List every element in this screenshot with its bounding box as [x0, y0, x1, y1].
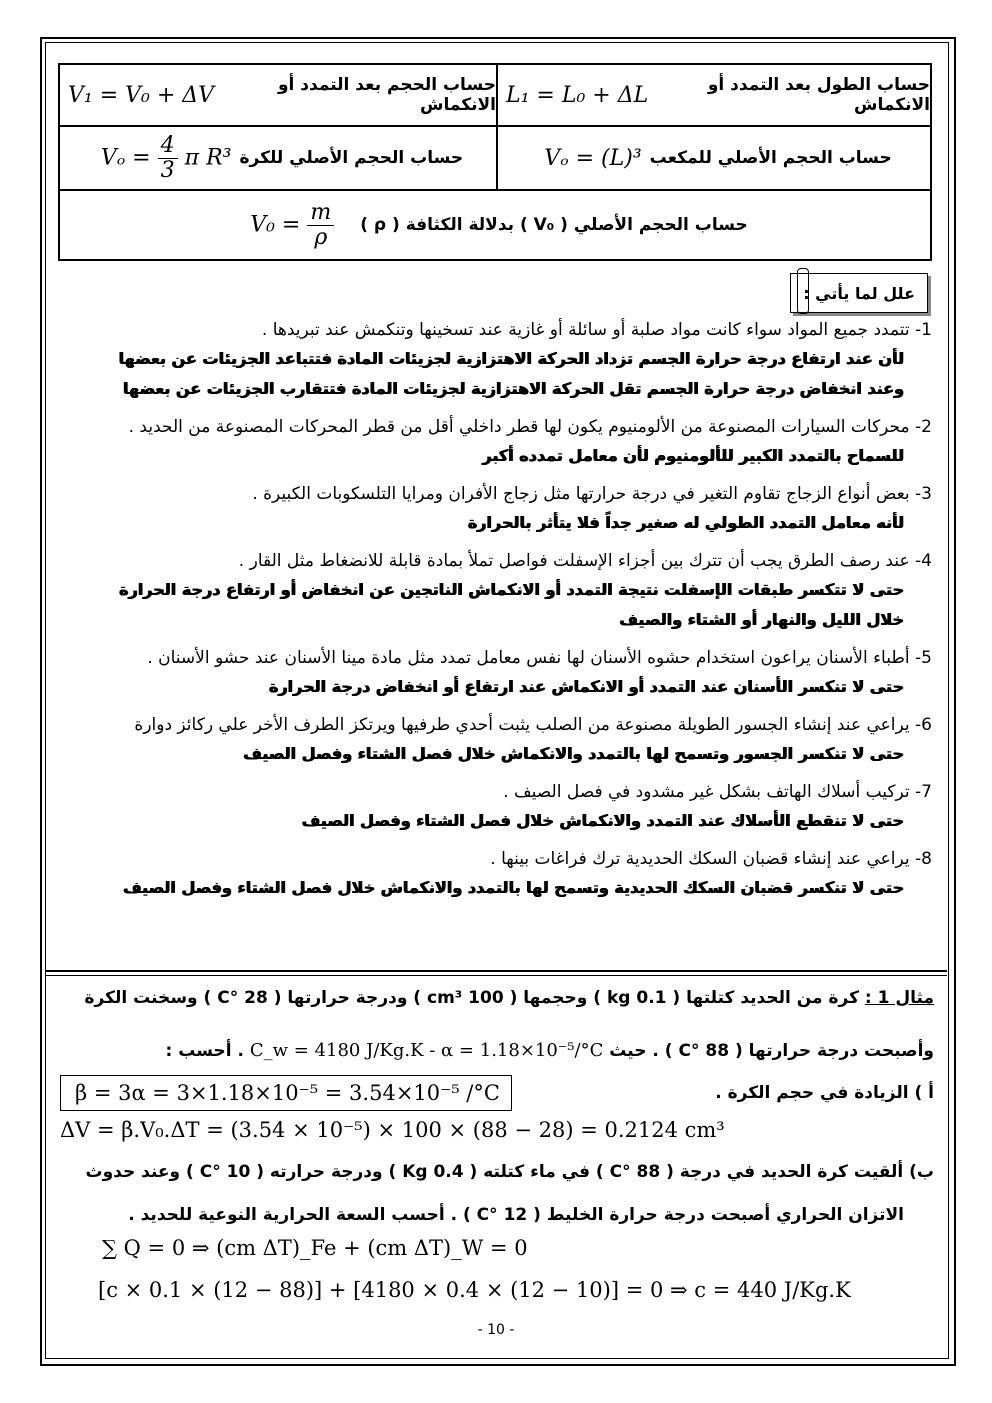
length-equation: L₁ = L₀ + ΔL [506, 82, 649, 108]
scroll-decoration-icon [797, 268, 809, 314]
list-item [46, 845, 932, 903]
volume-equation: V₁ = V₀ + ΔV [68, 82, 215, 108]
list-item [46, 316, 932, 404]
question-text: 5- أطباء الأسنان يراعون استخدام حشوه الأسنان لها نفس معامل تمدد مثل مادة مينا الأسنان عند حشو الأسنان . [147, 648, 932, 668]
cube-formula-cell [498, 127, 930, 189]
section-divider [45, 975, 947, 976]
example-instruction: . أحسب : [165, 1041, 244, 1061]
example-line-1 [58, 988, 934, 1008]
question-text: 3- بعض أنواع الزجاج تقاوم التغير في درجة حرارتها مثل زجاج الأفران ومرايا التلسكوبات الكبيرة . [252, 484, 932, 504]
cube-equation: Vₒ = (L)³ [544, 145, 642, 171]
sphere-formula-cell [60, 127, 496, 189]
volume-label: حساب الحجم بعد التمدد أو الانكماش [277, 75, 496, 115]
beta-equation: β = 3α = 3×1.18×10⁻⁵ = 3.54×10⁻⁵ /°C [75, 1081, 500, 1105]
answer-text: وعند انخفاض درجة حرارة الجسم تقل الحركة الاهتزازية لجزيئات المادة فتتقارب الجزيئات عن بعضها [122, 379, 904, 398]
answer-text: حتى لا تتكسر طبقات الإسفلت نتيجة التمدد أو الانكماش الناتجين عن انخفاض أو ارتفاع درجة الحرارة [119, 580, 904, 599]
list-item [46, 547, 932, 635]
explain-heading: علل لما يأتي : [803, 283, 915, 303]
length-label: حساب الطول بعد التمدد أو الانكماش [707, 75, 930, 115]
heat-balance-equation: ∑ Q = 0 ⇒ (cm ΔT)_Fe + (cm ΔT)_W = 0 [102, 1236, 528, 1260]
question-text: 2- محركات السيارات المصنوعة من الألومنيوم يكون لها قطر داخلي أقل من قطر المحركات المصنوعة من الحديد . [128, 417, 932, 437]
list-item [46, 711, 932, 769]
length-formula-cell [498, 65, 930, 125]
list-item [46, 413, 932, 471]
example-statement: كرة من الحديد كتلتها ( 0.1 kg ) وحجمها ( 100 cm³ ) ودرجة حرارتها ( 28 °C ) وسخنت الكرة [84, 988, 859, 1008]
part-b-line-2: الاتزان الحراري أصبحت درجة حرارة الخليط ( 12 °C ) . أحسب السعة الحرارية النوعية للحديد . [128, 1205, 904, 1225]
question-text: 6- يراعي عند إنشاء الجسور الطويلة مصنوعة من الصلب يثبت أحدي طرفيها ويرتكز الطرف الأخر علي ركائز دوارة [134, 715, 932, 735]
part-b-line-1: ب) ألقيت كرة الحديد في درجة ( 88 °C ) في ماء كتلته ( 0.4 Kg ) ودرجة حرارته ( 10 °C ) وعند حدوث [85, 1162, 934, 1182]
volume-formula-cell [60, 65, 496, 125]
answer-text: حتى لا تنكسر الجسور وتسمح لها بالتمدد والانكماش خلال فصل الشتاء وفصل الصيف [243, 744, 904, 763]
answer-text: للسماح بالتمدد الكبير للألومنيوم لأن معامل تمدده أكبر [482, 446, 904, 465]
page-number: - 10 - [477, 1322, 515, 1338]
list-item [46, 778, 932, 836]
question-text: 8- يراعي عند إنشاء قضبان السكك الحديدية ترك فراغات بينها . [490, 849, 932, 869]
answer-text: خلال الليل والنهار أو الشتاء والصيف [619, 610, 904, 629]
delta-v-equation: ΔV = β.V₀.ΔT = (3.54 × 10⁻⁵) × 100 × (88 − 28) = 0.2124 cm³ [60, 1118, 725, 1142]
list-item [46, 480, 932, 538]
example-constants: C_w = 4180 J/Kg.K - α = 1.18×10⁻⁵/°C [249, 1040, 604, 1061]
density-equation: V₀ = $\frac{m}{\rho}$ [250, 201, 334, 250]
list-item [46, 644, 932, 702]
explain-heading-box [790, 273, 928, 313]
explanation-list [46, 316, 932, 912]
answer-text: لأنه معامل التمدد الطولي له صغير جداً فلا يتأثر بالحرارة [467, 513, 904, 532]
example-line-2 [58, 1040, 934, 1061]
question-text: 4- عند رصف الطرق يجب أن تترك بين أجزاء الإسفلت فواصل تملأ بمادة قابلة للانضغاط مثل القار . [238, 551, 932, 571]
beta-equation-box [60, 1075, 512, 1111]
section-divider [45, 970, 947, 972]
formula-table [58, 63, 932, 261]
question-text: 7- تركيب أسلاك الهاتف بشكل غير مشدود في فصل الصيف . [503, 782, 932, 802]
example-statement-2: وأصبحت درجة حرارتها ( 88 °C ) . حيث [609, 1041, 934, 1061]
answer-text: لأن عند ارتفاع درجة حرارة الجسم تزداد الحركة الاهتزازية لجزيئات المادة فتتباعد الجزيئات عن بعضها [118, 349, 904, 368]
example-label: مثال 1 : [864, 988, 934, 1008]
answer-text: حتى لا تنكسر قضبان السكك الحديدية وتسمح لها بالتمدد والانكماش خلال فصل الشتاء وفصل الصيف [122, 878, 904, 897]
answer-text: حتى لا تنقطع الأسلاك عند التمدد والانكماش خلال فصل الشتاء وفصل الصيف [301, 811, 904, 830]
answer-text: حتى لا تنكسر الأسنان عند التمدد أو الانكماش عند ارتفاع أو انخفاض درجة الحرارة [268, 677, 904, 696]
sphere-equation: Vₒ = $\frac{4}{3}$ π R³ [100, 132, 232, 183]
density-formula-cell [60, 191, 930, 259]
specific-heat-equation: [c × 0.1 × (12 − 88)] + [4180 × 0.4 × (12 − 10)] = 0 ⇒ c = 440 J/Kg.K [98, 1278, 851, 1302]
part-a-question: أ ) الزيادة في حجم الكرة . [715, 1083, 934, 1103]
sphere-label: حساب الحجم الأصلي للكرة [239, 148, 464, 168]
question-text: 1- تتمدد جميع المواد سواء كانت مواد صلبة أو سائلة أو غازية عند تسخينها وتنكمش عند تبريدها . [261, 320, 932, 340]
cube-label: حساب الحجم الأصلي للمكعب [649, 148, 892, 168]
density-label: حساب الحجم الأصلي ( V₀ ) بدلالة الكثافة ( ρ ) [360, 215, 748, 235]
